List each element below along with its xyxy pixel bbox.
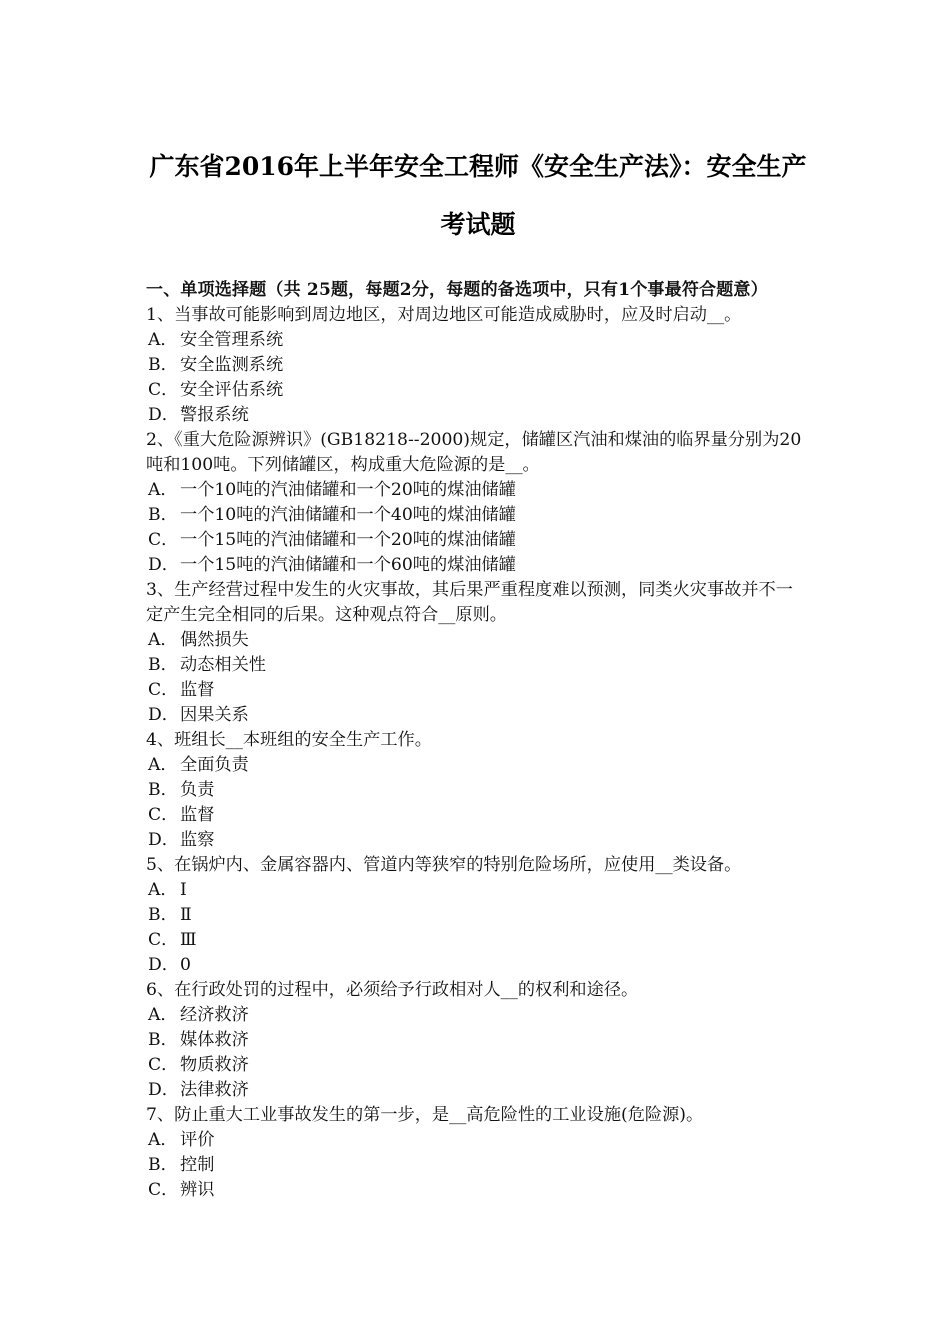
answer-option: [148, 1178, 810, 1203]
option-text: 安全监测系统: [180, 355, 284, 375]
option-text: 安全评估系统: [180, 380, 284, 400]
option-text: 动态相关性: [180, 655, 266, 675]
option-letter: D．: [148, 830, 179, 850]
answer-option: [148, 478, 810, 503]
question-text: 3、生产经营过程中发生的火灾事故，其后果严重程度难以预测，同类火灾事故并不一定产生完全相同的后果。这种观点符合__原则。: [146, 580, 793, 625]
answer-option: [148, 1128, 810, 1153]
answer-option: [148, 1028, 810, 1053]
answer-option: [148, 928, 810, 953]
answer-option: [148, 1053, 810, 1078]
option-text: 因果关系: [180, 705, 249, 725]
option-text: 负责: [180, 780, 215, 800]
option-text: 评价: [180, 1130, 215, 1150]
option-text: Ⅲ: [180, 930, 197, 950]
option-text: Ⅱ: [180, 905, 192, 925]
answer-option: [148, 378, 810, 403]
answer-option: [148, 903, 810, 928]
option-letter: B．: [148, 505, 178, 525]
answer-option: [148, 953, 810, 978]
option-letter: A．: [148, 755, 178, 775]
option-text: 警报系统: [180, 405, 249, 425]
option-letter: A．: [148, 1130, 178, 1150]
answer-option: [148, 803, 810, 828]
option-letter: D．: [148, 555, 179, 575]
answer-option: [148, 528, 810, 553]
answer-option: [148, 778, 810, 803]
question-text: 1、当事故可能影响到周边地区，对周边地区可能造成威胁时，应及时启动__。: [146, 305, 742, 325]
option-text: 监察: [180, 830, 215, 850]
question-item: [146, 578, 810, 728]
option-text: 法律救济: [180, 1080, 249, 1100]
question-item: [146, 303, 810, 428]
answer-option: [148, 753, 810, 778]
question-text: 4、班组长__本班组的安全生产工作。: [146, 730, 432, 750]
option-letter: D．: [148, 705, 179, 725]
option-text: 全面负责: [180, 755, 249, 775]
question-item: [146, 428, 810, 578]
option-letter: A．: [148, 330, 178, 350]
answer-option: [148, 1003, 810, 1028]
question-item: [146, 728, 810, 853]
question-text: 5、在锅炉内、金属容器内、管道内等狭窄的特别危险场所，应使用__类设备。: [146, 855, 742, 875]
answer-option: [148, 878, 810, 903]
option-letter: D．: [148, 405, 179, 425]
answer-option: [148, 328, 810, 353]
option-letter: B．: [148, 355, 178, 375]
option-letter: C．: [148, 1055, 179, 1075]
option-letter: C．: [148, 805, 179, 825]
option-text: 0: [180, 955, 191, 975]
option-text: 辨识: [180, 1180, 215, 1200]
option-text: 一个10吨的汽油储罐和一个40吨的煤油储罐: [180, 505, 516, 525]
question-text: 6、在行政处罚的过程中，必须给予行政相对人__的权利和途径。: [146, 980, 639, 1000]
option-letter: A．: [148, 480, 178, 500]
answer-option: [148, 653, 810, 678]
question-item: [146, 1103, 810, 1203]
option-letter: A．: [148, 630, 178, 650]
option-letter: C．: [148, 680, 179, 700]
option-text: 物质救济: [180, 1055, 249, 1075]
option-letter: C．: [148, 380, 179, 400]
option-letter: B．: [148, 1030, 178, 1050]
option-text: 安全管理系统: [180, 330, 284, 350]
answer-option: [148, 553, 810, 578]
answer-option: [148, 628, 810, 653]
section-heading: 一、单项选择题（共 25题，每题2分，每题的备选项中，只有1个事最符合题意）: [146, 280, 768, 300]
option-text: 偶然损失: [180, 630, 249, 650]
option-letter: B．: [148, 655, 178, 675]
page-title: 广东省2016年上半年安全工程师《安全生产法》：安全生产考试题: [149, 152, 807, 239]
question-text: 2、《重大危险源辨识》(GB18218--2000)规定，储罐区汽油和煤油的临界量分别为20吨和100吨。下列储罐区，构成重大危险源的是__。: [146, 430, 802, 475]
option-letter: B．: [148, 1155, 178, 1175]
option-letter: A．: [148, 880, 178, 900]
option-letter: D．: [148, 955, 179, 975]
option-text: 一个10吨的汽油储罐和一个20吨的煤油储罐: [180, 480, 516, 500]
option-letter: C．: [148, 530, 179, 550]
option-text: 媒体救济: [180, 1030, 249, 1050]
option-letter: A．: [148, 1005, 178, 1025]
option-text: 经济救济: [180, 1005, 249, 1025]
answer-option: [148, 403, 810, 428]
option-text: 一个15吨的汽油储罐和一个20吨的煤油储罐: [180, 530, 516, 550]
answer-option: [148, 503, 810, 528]
option-text: 监督: [180, 805, 215, 825]
option-letter: C．: [148, 930, 179, 950]
option-text: 控制: [180, 1155, 215, 1175]
answer-option: [148, 353, 810, 378]
option-text: 监督: [180, 680, 215, 700]
option-letter: B．: [148, 905, 178, 925]
answer-option: [148, 703, 810, 728]
question-text: 7、防止重大工业事故发生的第一步，是__高危险性的工业设施(危险源)。: [146, 1105, 704, 1125]
option-letter: C．: [148, 1180, 179, 1200]
question-list: [146, 303, 810, 1203]
option-letter: B．: [148, 780, 178, 800]
option-letter: D．: [148, 1080, 179, 1100]
option-text: 一个15吨的汽油储罐和一个60吨的煤油储罐: [180, 555, 516, 575]
answer-option: [148, 1078, 810, 1103]
question-item: [146, 853, 810, 978]
answer-option: [148, 678, 810, 703]
option-text: Ⅰ: [180, 880, 187, 900]
answer-option: [148, 1153, 810, 1178]
question-item: [146, 978, 810, 1103]
answer-option: [148, 828, 810, 853]
